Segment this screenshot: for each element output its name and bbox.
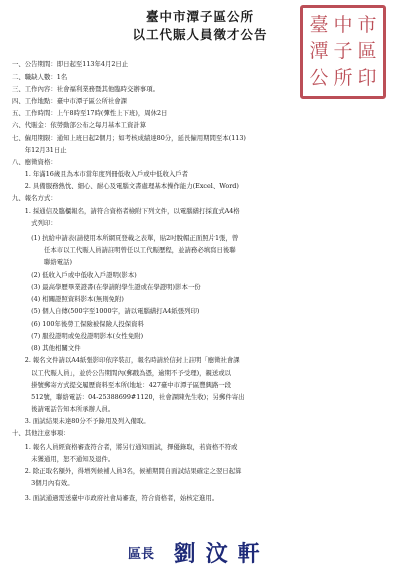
- office-title: 臺中市潭子區公所: [145, 9, 254, 24]
- notice-line: 3. 面試結果未達80分不予錄用及列入備取。: [12, 417, 150, 425]
- notice-line: 二、職缺人數：1名: [12, 73, 68, 81]
- seal-char: 印: [357, 67, 377, 90]
- notice-line: 五、工作時間：上午8時至17時(彈性上下班)，周休2日: [12, 109, 168, 117]
- notice-line: 2. 除正取名額外，得增列候補人員3名，候補期間自面試結果確定之翌日起算: [12, 467, 242, 475]
- notice-line: (4) 相關證照資料影本(無則免附): [12, 295, 124, 303]
- seal-char: 子: [333, 40, 353, 63]
- signature-block: [128, 537, 270, 568]
- notice-line: 後請電話告知本所承辦人員。: [12, 405, 115, 413]
- seal-char: 區: [357, 40, 377, 63]
- seal-char: 臺: [309, 13, 329, 36]
- signature-role: 區長: [128, 547, 155, 562]
- notice-line: (6) 100年後勞工保險被保險人投保資料: [12, 320, 144, 328]
- notice-line: (1) 抗給申請表(請使用本所網頁登載之表單，貼2吋脫帽正面照片1張，曾: [12, 234, 239, 242]
- notice-line: 年12月31日止: [12, 146, 67, 154]
- seal-char: 中: [333, 13, 353, 36]
- notice-line: 九、報名方式：: [12, 194, 57, 202]
- seal-char: 所: [333, 67, 353, 90]
- official-seal-stamp: [300, 5, 386, 99]
- notice-line: 式列印：: [12, 219, 57, 227]
- notice-line: 1. 年滿16歲且為本市當年度列冊低收入戶或中低收入戶者: [12, 170, 189, 178]
- notice-line: 十、其他注意事項：: [12, 429, 70, 437]
- notice-line: 以工代賑人員」，並於公告期間內(郵戳為憑，逾期不予受理)，親送或以: [12, 369, 232, 377]
- notice-title: 以工代賑人員徵才公告: [132, 27, 268, 42]
- notice-line: 未獲通用，恕不通知及退件。: [12, 455, 115, 463]
- notice-page: [8, 3, 392, 567]
- notice-line: (7) 服役證明或免役證明影本(女性免附): [12, 332, 144, 340]
- notice-line: 512號，聯絡電話：04-25388699#1120，社會課陳先生收)；另郵件寄出: [12, 393, 245, 401]
- notice-line: (5) 個人自傳(500字至1000字，請以電腦繕打A4紙張列印): [12, 307, 200, 315]
- notice-line: 三、工作內容：社會福利業務暨其他臨時交辦事項。: [12, 85, 159, 93]
- notice-line: 1. 報名人員經資格審查符合者，將另行通知面試，擇優錄取，若資格不符或: [12, 443, 238, 451]
- notice-line: (2) 低收入戶或中低收入戶證明(影本): [12, 271, 137, 279]
- notice-line: 2. 具備服務熱忱、細心、耐心及電腦文書處理基本操作能力(Excel、Word): [12, 182, 239, 190]
- notice-line: 1. 採通信及臨櫃報名，請符合資格者檢附下列文件，以電腦繕打採直式A4格: [12, 207, 240, 215]
- notice-line: 四、工作地點：臺中市潭子區公所社會課: [12, 97, 128, 105]
- notice-line: 七、僱用期限：通知上班日起2個月；如考核成績達80分，延長僱用期間至本(113): [12, 134, 246, 142]
- notice-line: 2. 報名文件請以A4紙張影印依序裝訂，報名時請於信封上註明「應徵社會課: [12, 356, 240, 364]
- notice-line: 一、公告期間：即日起至113年4月2日止: [12, 60, 129, 68]
- notice-line: 八、應徵資格：: [12, 158, 57, 166]
- notice-line: 掛號郵寄方式提交履歷資料至本所(地址：427臺中市潭子區豐興路一段: [12, 381, 232, 389]
- notice-line: 3. 面試通過需送臺中市政府社會局審查，符合資格者，始核定進用。: [12, 494, 219, 502]
- seal-char: 公: [309, 67, 329, 90]
- notice-line: (3) 最高學歷畢業證書(在學請附學生證或在學證明)影本一份: [12, 283, 201, 291]
- notice-line: 任本市以工代賑人員請註明曾任以工代賑歷程，並請務必填寫日後聯: [12, 246, 236, 254]
- seal-char: 潭: [309, 40, 329, 63]
- notice-line: 六、代賑金：依勞動部公布之每月基本工資計算: [12, 121, 147, 129]
- signature-name: 劉汶軒: [173, 541, 270, 567]
- notice-line: (8) 其他相關文件: [12, 344, 81, 352]
- seal-char: 市: [357, 13, 377, 36]
- notice-line: 聯絡電話): [12, 258, 73, 266]
- notice-line: 3個月內有效。: [12, 479, 74, 487]
